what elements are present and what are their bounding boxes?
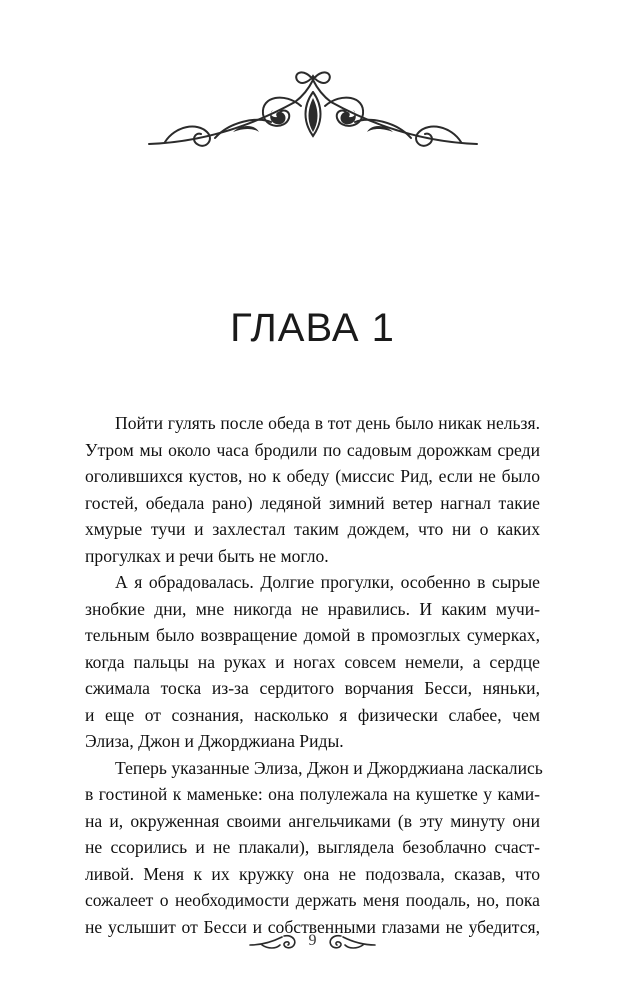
page-number: 9 [308,932,317,949]
text-line: знобкие дни, мне никогда не нравились. И каким мучи- [85,598,540,619]
text-line: ливой. Меня к их кружку она не подозвала, сказав, что [85,863,540,884]
text-line: не ссорились и не плакали), выглядела безоблачно счаст- [85,837,540,857]
text-line: гостей, обедала рано) ледяной зимний ветер нагнал такие [85,492,540,513]
footer-right-ornament-icon [325,933,377,953]
text-line: сожалеет о необходимости держать меня поодаль, но, пока [85,890,540,910]
text-line: хмурые тучи и захлестал таким дождем, что ни о каких [85,519,540,539]
text-line: А я обрадовалась. Долгие прогулки, особенно в сырые [115,572,540,592]
text-line: сжимала тоска из-за сердитого ворчания Бесси, няньки, [85,678,540,698]
text-line: не услышит от Бесси и собственными глазами не убедится, [85,916,540,937]
text-line: Элиза, Джон и Джорджиана Риды. [85,731,344,751]
text-line: в гостиной к маменьке: она полулежала на кушетке у ками- [85,784,540,804]
page-footer [0,928,625,958]
chapter-body-text [85,410,543,940]
text-line: Утром мы около часа бродили по садовым дорожкам среди [85,439,540,460]
text-line: Пойти гулять после обеда в тот день было никак нельзя. [115,413,540,433]
chapter-ornament [145,62,481,156]
text-line: на и, окруженная своими ангельчиками (в эту минуту они [85,810,540,831]
text-line: и еще от сознания, насколько я физически слабее, чем [85,704,540,725]
text-line: Теперь указанные Элиза, Джон и Джорджиана ласкались [115,757,543,778]
chapter-title: ГЛАВА 1 [230,306,395,350]
text-line: тельным было возвращение домой в промозглых сумерках, [85,625,540,645]
text-line: прогулках и речи быть не могло. [85,545,329,566]
text-line: когда пальцы на руках и ногах совсем немели, а сердце [85,651,540,672]
text-line: оголившихся кустов, но к обеду (миссис Рид, если не было [85,466,540,486]
